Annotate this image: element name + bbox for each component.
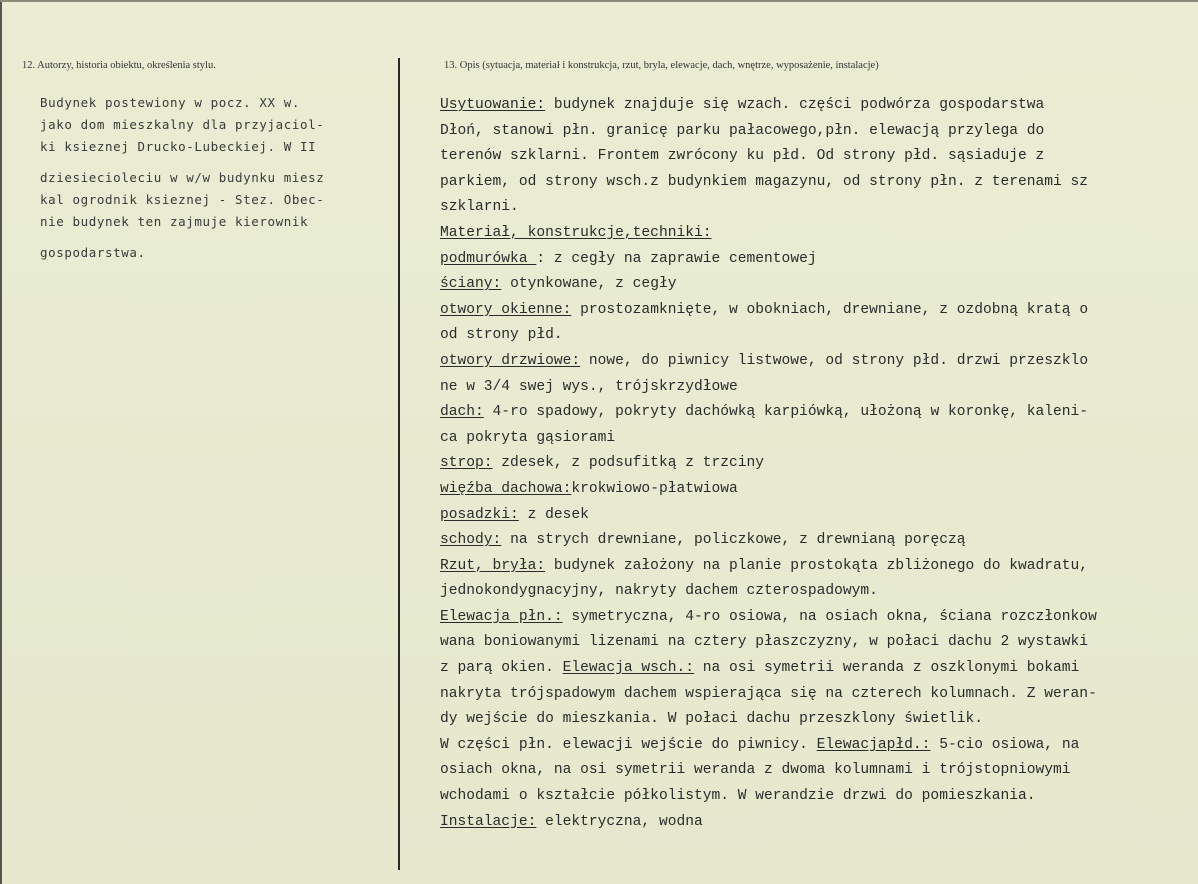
windows-label: otwory okienne: [440, 301, 572, 318]
line-text: terenów szklarni. Frontem zwrócony ku płd. Od strony płd. sąsiaduje z [440, 148, 1045, 165]
sheet-left-edge [0, 0, 2, 884]
east-elevation-label: Elewacja wsch.: [562, 660, 694, 677]
line-text: W części płn. elewacji wejście do piwnicy. [440, 736, 817, 753]
description-line [440, 554, 1198, 580]
description-line [440, 784, 1198, 810]
floors-label: posadzki: [440, 506, 519, 523]
line-text: otynkowane, z cegły [501, 276, 677, 293]
line-text: symetryczna, 4-ro osiowa, na osiach okna, ściana rozczłonkow [562, 608, 1097, 625]
line-text: ca pokryta gąsiorami [440, 429, 616, 446]
line-text: na strych drewniane, policzkowe, z drewnianą poręczą [501, 532, 966, 549]
description-line [440, 451, 1198, 477]
materials-label: Materiał, konstrukcje,techniki: [440, 224, 712, 241]
description-line [440, 605, 1198, 631]
line-text: wchodami o kształcie półkolistym. W werandzie drzwi do pomieszkania. [440, 788, 1036, 805]
section-13-text [440, 93, 1198, 835]
description-line [440, 119, 1198, 145]
line-text: 4-ro spadowy, pokryty dachówką karpiówką, ułożoną w koronkę, kaleni- [483, 404, 1089, 421]
description-line [440, 272, 1198, 298]
line-gap [40, 233, 396, 242]
history-line: dziesiecioleciu w w/w budynku miesz [40, 170, 325, 185]
history-line: gospodarstwa. [40, 245, 146, 260]
location-label: Usytuowanie: [440, 97, 546, 113]
line-text: 5-cio osiowa, na [930, 736, 1080, 753]
line-text: parkiem, od strony wsch.z budynkiem magazynu, od strony płn. z terenami sz [440, 173, 1089, 190]
description-line [440, 758, 1198, 784]
description-line [440, 144, 1198, 170]
line-text: elektryczna, wodna [536, 813, 703, 830]
description-line [440, 93, 1198, 119]
line-text: dy wejście do mieszkania. W połaci dachu przeszklony świetlik. [440, 711, 983, 728]
description-line [440, 349, 1198, 375]
stairs-label: schody: [440, 532, 502, 549]
line-text: : z cegły na zaprawie cementowej [536, 250, 817, 267]
description-line [440, 298, 1198, 324]
walls-label: ściany: [440, 276, 502, 293]
line-text: szklarni. [440, 199, 519, 216]
description-line [440, 810, 1198, 836]
line-text: z parą okien. [440, 660, 563, 677]
description-line [440, 528, 1198, 554]
doors-label: otwory drzwiowe: [440, 352, 581, 369]
description-line [440, 195, 1198, 221]
description-line [440, 247, 1198, 273]
section-12-text [40, 92, 396, 264]
description-line [440, 656, 1198, 682]
line-text: jednokondygnacyjny, nakryty dachem czterospadowym. [440, 583, 878, 600]
section-13-heading: 13. Opis (sytuacja, materiał i konstrukcja, rzut, bryla, elewacje, dach, wnętrze, wyposażenie, instalacje) [444, 60, 879, 71]
roof-truss-label: więźba dachowa: [440, 480, 572, 497]
description-line [440, 682, 1198, 708]
section-12-heading: 12. Autorzy, historia obiektu, określenia stylu. [22, 60, 216, 71]
line-text: krokwiowo-płatwiowa [571, 480, 738, 497]
description-line [440, 630, 1198, 656]
line-text: nowe, do piwnicy listwowe, od strony płd. drzwi przeszklo [580, 352, 1089, 369]
description-line [440, 477, 1198, 503]
foundation-label: podmurówka [440, 250, 537, 267]
line-text: budynek założony na planie prostokąta zbliżonego do kwadratu, [545, 557, 1089, 574]
line-text: na osi symetrii weranda z oszklonymi bokami [693, 660, 1080, 677]
description-line [440, 503, 1198, 529]
line-text: nakryta trójspadowym dachem wspierająca się na czterech kolumnach. Z weran- [440, 685, 1097, 702]
line-text: Dłoń, stanowi płn. granicę parku pałacowego,płn. elewacją przylega do [440, 122, 1045, 139]
description-line [440, 426, 1198, 452]
description-line [440, 579, 1198, 605]
description-line [440, 221, 1198, 247]
history-line: ki ksieznej Drucko-Lubeckiej. W II [40, 139, 317, 154]
ceiling-label: strop: [440, 455, 493, 472]
line-text: budynek znajduje się wzach. części podwórza gospodarstwa [545, 97, 1045, 113]
line-text: osiach okna, na osi symetrii weranda z dwoma kolumnami i trójstopniowymi [440, 762, 1071, 779]
history-line: kal ogrodnik ksieznej - Stez. Obec- [40, 192, 325, 207]
description-line [440, 400, 1198, 426]
installations-label: Instalacje: [440, 813, 537, 830]
line-text: od strony płd. [440, 327, 563, 344]
south-elevation-label: Elewacjapłd.: [816, 736, 931, 753]
line-text: z desek [518, 506, 589, 523]
description-line [440, 733, 1198, 759]
description-line [440, 323, 1198, 349]
description-line [440, 707, 1198, 733]
line-text: zdesek, z podsufitką z trzciny [492, 455, 765, 472]
plan-label: Rzut, bryła: [440, 557, 546, 574]
column-divider [398, 58, 400, 870]
line-text: prostozamknięte, w obokniach, drewniane, z ozdobną kratą o [571, 301, 1089, 318]
description-line [440, 170, 1198, 196]
description-line [440, 375, 1198, 401]
roof-label: dach: [440, 404, 484, 421]
history-line: Budynek postewiony w pocz. XX w. [40, 95, 301, 110]
history-line: jako dom mieszkalny dla przyjaciol- [40, 117, 325, 132]
line-text: wana boniowanymi lizenami na cztery płaszczyzny, w połaci dachu 2 wystawki [440, 634, 1089, 651]
line-gap [40, 158, 396, 167]
history-line: nie budynek ten zajmuje kierownik [40, 214, 309, 229]
north-elevation-label: Elewacja płn.: [440, 608, 563, 625]
sheet-top-edge [0, 0, 1198, 2]
line-text: ne w 3/4 swej wys., trójskrzydłowe [440, 378, 738, 395]
